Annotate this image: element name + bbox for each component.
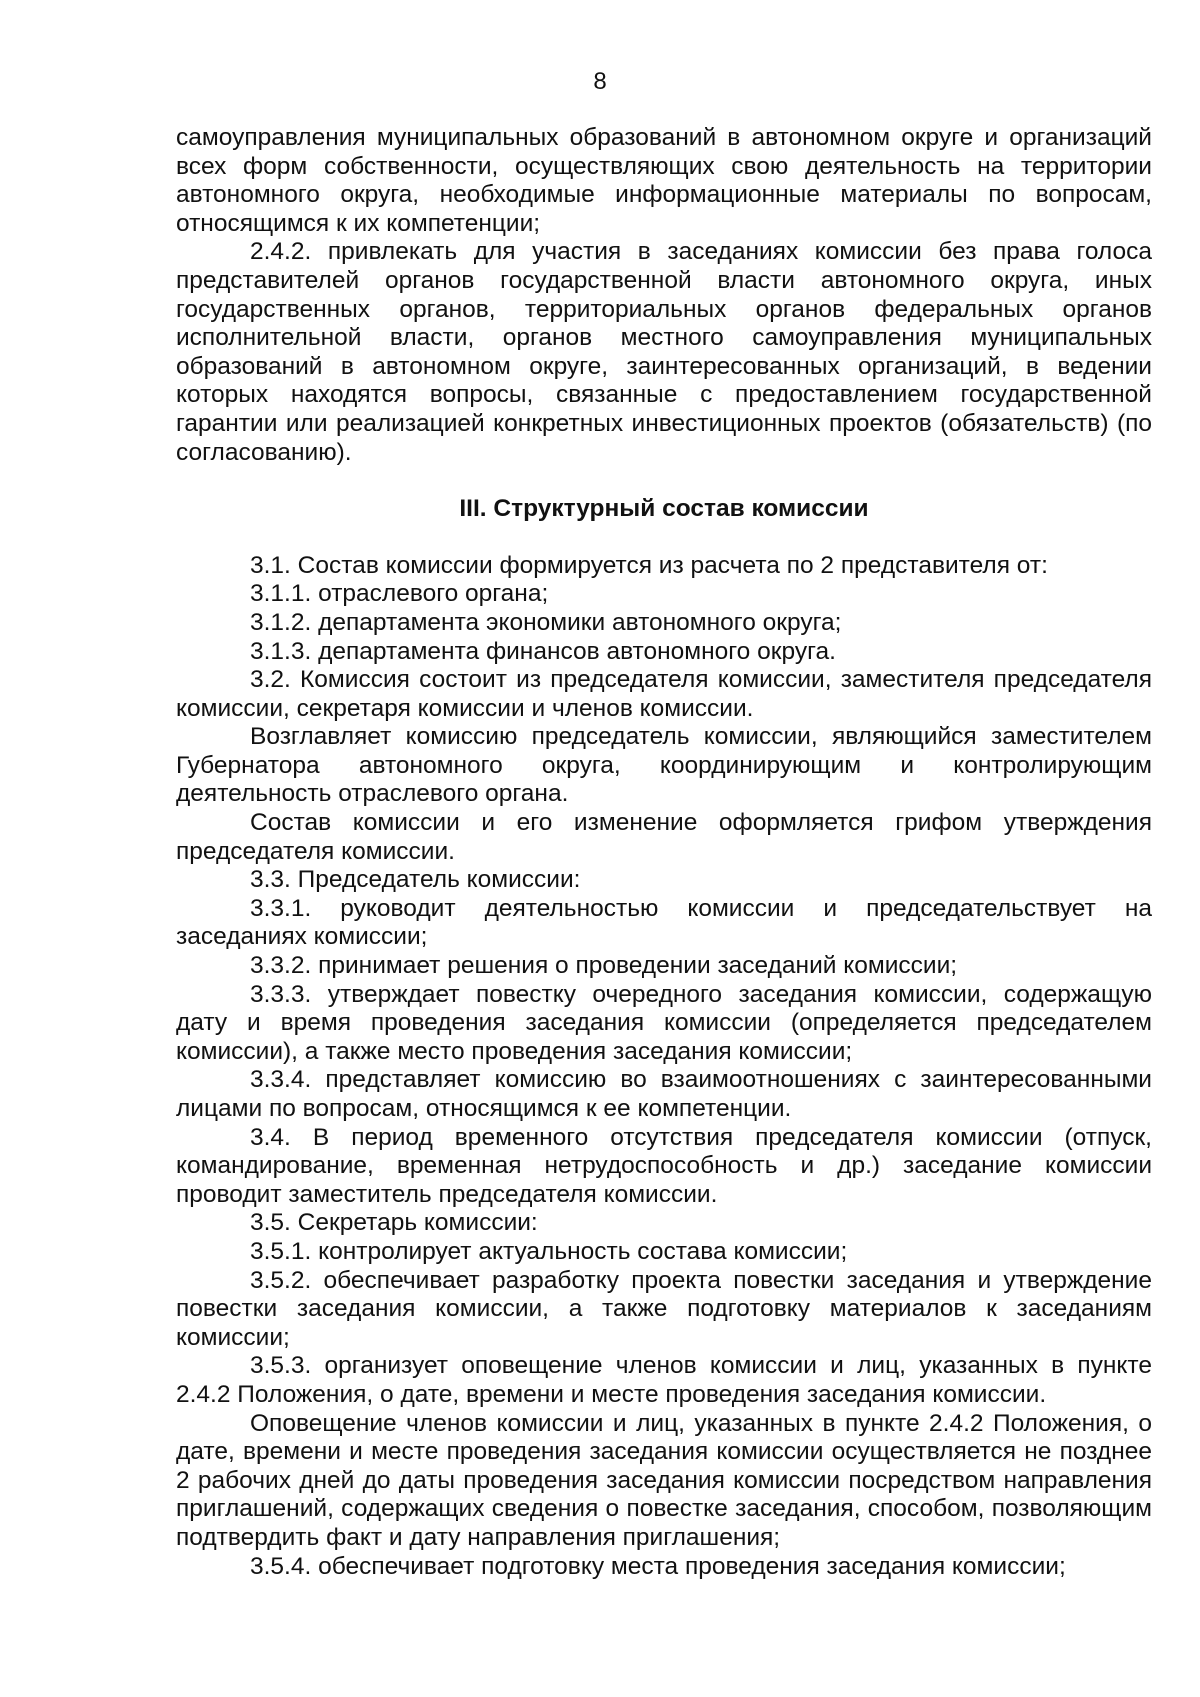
paragraph-3-3-1: 3.3.1. руководит деятельностью комиссии и председательствует на заседаниях комиссии; [176,894,1152,951]
section-heading: III. Структурный состав комиссии [459,495,869,523]
paragraph-3-5: 3.5. Секретарь комиссии: [250,1209,538,1237]
paragraph-3-4: 3.4. В период временного отсутствия председателя комиссии (отпуск, командирование, временная нетрудоспособность и др.) заседание комиссии проводит заместитель председателя комиссии. [176,1123,1152,1208]
paragraph-3-3-3: 3.3.3. утверждает повестку очередного заседания комиссии, содержащую дату и время проведения заседания комиссии (определяется председателем комиссии), а также место проведения заседания комиссии; [176,980,1152,1065]
paragraph-3-3: 3.3. Председатель комиссии: [250,866,581,894]
paragraph-3-5-2: 3.5.2. обеспечивает разработку проекта повестки заседания и утверждение повестки заседания комиссии, а также подготовку материалов к заседаниям комиссии; [176,1266,1152,1351]
paragraph-continuation: самоуправления муниципальных образований в автономном округе и организаций всех форм собственности, осуществляющих свою деятельность на территории автономного округа, необходимые информационные материалы по вопросам, относящимся к их компетенции; [176,124,1152,237]
paragraph-3-5-4: 3.5.4. обеспечивает подготовку места проведения заседания комиссии; [250,1552,1066,1580]
paragraph-chairman: Возглавляет комиссию председатель комиссии, являющийся заместителем Губернатора автономного округа, координирующим и контролирующим деятельность отраслевого органа. [176,723,1152,808]
paragraph-3-5-1: 3.5.1. контролирует актуальность состава комиссии; [250,1237,848,1265]
paragraph-3-1: 3.1. Состав комиссии формируется из расчета по 2 представителя от: [250,551,1048,579]
paragraph-3-2: 3.2. Комиссия состоит из председателя комиссии, заместителя председателя комиссии, секретаря комиссии и членов комиссии. [176,666,1152,722]
paragraph-3-1-2: 3.1.2. департамента экономики автономного округа; [250,608,842,636]
paragraph-composition: Состав комиссии и его изменение оформляется грифом утверждения председателя комиссии. [176,809,1152,865]
paragraph-2-4-2: 2.4.2. привлекать для участия в заседаниях комиссии без права голоса представителей органов государственной власти автономного округа, иных государственных органов, территориальных органов федеральных органов исполнительной власти, органов местного самоуправления муниципальных образований в автономном округе, заинтересованных организаций, в ведении которых находятся вопросы, связанные с предоставлением государственной гарантии или реализацией конкретных инвестиционных проектов (обязательств) (по согласованию). [176,238,1152,466]
paragraph-3-3-2: 3.3.2. принимает решения о проведении заседаний комиссии; [250,952,958,980]
paragraph-3-1-3: 3.1.3. департамента финансов автономного округа. [250,637,836,665]
page-number: 8 [593,68,607,95]
paragraph-3-3-4: 3.3.4. представляет комиссию во взаимоотношениях с заинтересованными лицами по вопросам, относящимся к ее компетенции. [176,1066,1152,1122]
paragraph-3-1-1: 3.1.1. отраслевого органа; [250,580,549,608]
paragraph-3-5-3: 3.5.3. организует оповещение членов комиссии и лиц, указанных в пункте 2.4.2 Положения, о дате, времени и месте проведения заседания комиссии. [176,1352,1152,1408]
document-body [176,124,1152,1581]
paragraph-notification: Оповещение членов комиссии и лиц, указанных в пункте 2.4.2 Положения, о дате, времени и месте проведения заседания комиссии осуществляется не позднее 2 рабочих дней до даты проведения заседания комиссии посредством направления приглашений, содержащих сведения о повестке заседания, способом, позволяющим подтвердить факт и дату направления приглашения; [176,1409,1152,1551]
